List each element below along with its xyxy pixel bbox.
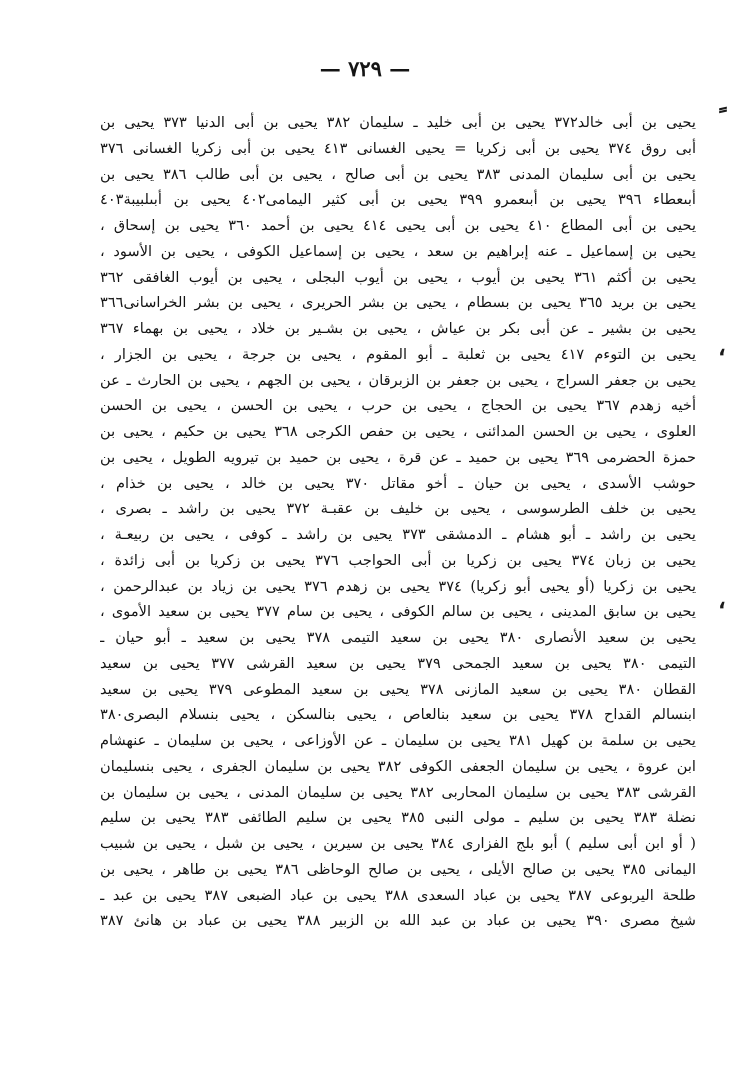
text-line: طلحة اليربوعى ٣٨٧ يحيى بن عباد السعدى ٣٨٨ يحيى بن عباد الضبعى ٣٨٧ يحيى بن عبد ـ: [100, 886, 696, 904]
text-line: العلوى ، يحيى بن الحسن المدائنى ، يحيى بن حفص الكرجى ٣٦٨ يحيى بن حكيم ، يحيى بن: [100, 423, 696, 440]
text-line: يحيى بن أكثم ٣٦١ يحيى بن أيوب ، يحيى بن أيوب البجلى ، يحيى بن أيوب الغافقى ٣٦٢: [100, 268, 696, 286]
page-number: — ٧٢٩ —: [319, 56, 411, 81]
text-line: اليمانى ٣٨٥ يحيى بن صالح الأيلى ، يحيى بن صالح الوحاظى ٣٨٦ يحيى بن طاهر ، يحيى بن: [100, 860, 696, 878]
index-text-block: [100, 110, 696, 934]
text-line: أخيه زهدم ٣٦٧ يحيى بن الحجاج ، يحيى بن حرب ، يحيى بن الحسن ، يحيى بن الحسن: [100, 397, 696, 415]
text-line: التيمى ٣٨٠ يحيى بن سعيد الجمحى ٣٧٩ يحيى بن سعيد القرشى ٣٧٧ يحيى بن سعيد: [100, 654, 696, 672]
text-line: يحيى بن خلف الطرسوسى ، يحيى بن خليف بن عقبـة ٣٧٢ يحيى بن راشد ـ بصرى ،: [100, 500, 696, 518]
text-line: يحيى بن أبى خالد٣٧٢ يحيى بن أبى خليد ـ سليمان ٣٨٢ يحيى بن أبى الدنيا ٣٧٣ يحيى بن: [100, 114, 696, 131]
text-line: يحيى بن بريد ٣٦٥ يحيى بن بسطام ، يحيى بن بشر الحريرى ، يحيى بن بشر الخراسانى٣٦٦: [100, 294, 696, 312]
text-line: يحيى بن زكريا (أو يحيى أبو زكريا) ٣٧٤ يحيى بن زهدم ٣٧٦ يحيى بن زياد بن عبدالرحمن ،: [100, 577, 696, 595]
margin-mark-bottom: ،: [718, 585, 726, 614]
text-line: أبى روق ٣٧٤ يحيى بن أبى زكريا = يحيى الغسانى ٤١٣ يحيى بن أبى زكريا الغسانى ٣٧٦: [100, 139, 696, 157]
text-line: حوشب الأسدى ، يحيى بن حيان ـ أخو مقاتل ٣٧٠ يحيى بن خالد ، يحيى بن خذام ،: [100, 474, 696, 492]
text-line: يحيى بن سابق المدينى ، يحيى بن سالم الكوفى ، يحيى بن سام ٣٧٧ يحيى بن سعيد الأموى ،: [100, 603, 696, 621]
text-line: ابنسالم القداح ٣٧٨ يحيى بن سعيد بنالعاص ، يحيى بنالسكن ، يحيى بنسلام البصرى٣٨٠: [100, 706, 696, 724]
text-line: يحيى بن أبى المطاع ٤١٠ يحيى بن أبى يحيى ٤١٤ يحيى بن أحمد ٣٦٠ يحيى بن إسحاق ،: [100, 217, 696, 234]
text-line: يحيى بن سلمة بن كهيل ٣٨١ يحيى بن سليمان ـ عن الأوزاعى ، يحيى بن سليمان ـ عنهشام: [100, 732, 696, 749]
text-line: يحيى بن جعفر السراج ، يحيى بن جعفر بن الزبرقان ، يحيى بن الجهم ، يحيى بن الحارث ـ عن: [100, 371, 696, 389]
text-line: يحيى بن إسماعيل ـ عنه إبراهيم بن سعد ، يحيى بن إسماعيل الكوفى ، يحيى بن الأسود ،: [100, 242, 696, 260]
text-line: ( أو ابن أبى سليم ) أبو بلج الفزارى ٣٨٤ يحيى بن سيرين ، يحيى بن شبل ، يحيى بن شبيب: [100, 835, 696, 852]
text-line: يحيى بن زبان ٣٧٤ يحيى بن زكريا بن أبى الحواجب ٣٧٦ يحيى بن زكريا بن أبى زائدة ،: [100, 551, 696, 569]
text-line: القرشى ٣٨٣ يحيى بن سليمان المحاربى ٣٨٢ يحيى بن سليمان المدنى ، يحيى بن سليمان بن: [100, 783, 696, 801]
text-line: يحيى بن أبى سليمان المدنى ٣٨٣ يحيى بن أبى صالح ، يحيى بن أبى طالب ٣٨٦ يحيى بن: [100, 165, 696, 183]
text-line: يحيى بن بشير ـ عن أبى بكر بن عياش ، يحيى بن بشـير بن خلاد ، يحيى بن بهماء ٣٦٧: [100, 320, 696, 337]
text-line: نضلة ٣٨٣ يحيى بن سليم ـ مولى النبى ٣٨٥ يحيى بن سليم الطائفى ٣٨٣ يحيى بن سليم: [100, 809, 696, 827]
margin-mark-middle: ،: [718, 332, 726, 361]
text-line: حمزة الحضرمى ٣٦٩ يحيى بن حميد ـ عن قرة ، يحيى بن حميد بن تيرويه الطويل ، يحيى بن: [100, 448, 696, 466]
text-line: ابن عروة ، يحيى بن سليمان الجعفى الكوفى ٣٨٢ يحيى بن سليمان الجفرى ، يحيى بنسليمان: [100, 757, 696, 775]
text-line: يحيى بن راشد ـ أبو هشام ـ الدمشقى ٣٧٣ يحيى بن راشد ـ كوفى ، يحيى بن ربيعـة ،: [100, 526, 696, 543]
text-line: أبىعطاء ٣٩٦ يحيى بن أبىعمرو ٣٩٩ يحيى بن أبى كثير اليمامى٤٠٢ يحيى بن أبىلبيبة٤٠٣: [100, 191, 696, 209]
text-line: القطان ٣٨٠ يحيى بن سعيد المازنى ٣٧٨ يحيى بن سعيد المطوعى ٣٧٩ يحيى بن سعيد: [100, 680, 696, 698]
text-line: يحيى بن سعيد الأنصارى ٣٨٠ يحيى بن سعيد التيمى ٣٧٨ يحيى بن سعيد ـ أبو حيان ـ: [100, 629, 696, 646]
text-line: شيخ مصرى ٣٩٠ يحيى بن عباد بن عبد الله بن الزبير ٣٨٨ يحيى بن عباد بن هانئ ٣٨٧: [100, 912, 696, 930]
text-line: يحيى بن التوءم ٤١٧ يحيى بن ثعلبة ـ أبو المقوم ، يحيى بن جرجة ، يحيى بن الجزار ،: [100, 345, 696, 363]
